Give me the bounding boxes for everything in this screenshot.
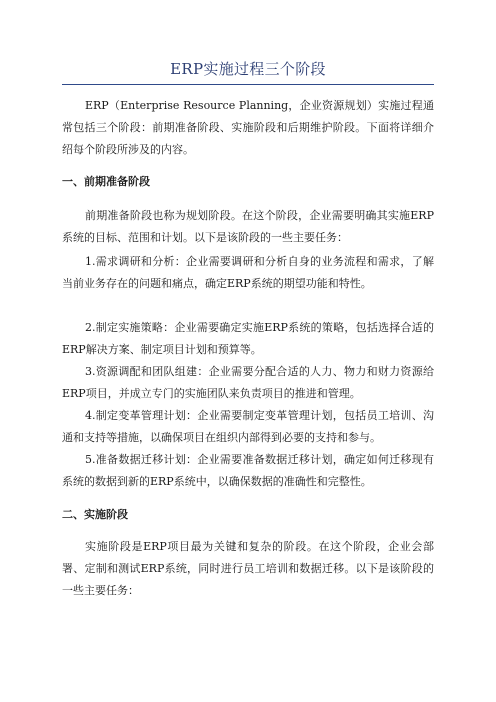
title-underline xyxy=(62,84,434,85)
section-heading-implementation: 二、实施阶段 xyxy=(62,508,128,521)
section-heading-preparation: 一、前期准备阶段 xyxy=(62,175,150,188)
section-intro-implementation: 实施阶段是ERP项目最为关键和复杂的阶段。在这个阶段，企业会部署、定制和测试ERP系统，同时进行员工培训和数据迁移。以下是该阶段的一些主要任务： xyxy=(62,540,434,597)
intro-paragraph: ERP（Enterprise Resource Planning，企业资源规划）实施过程通常包括三个阶段：前期准备阶段、实施阶段和后期维护阶段。下面将详细介绍每个阶段所涉及的内容。 xyxy=(62,99,434,156)
list-item-data-migration: 5.准备数据迁移计划：企业需要准备数据迁移计划，确定如何迁移现有系统的数据到新的ERP系统中，以确保数据的准确性和完整性。 xyxy=(62,453,434,488)
document-title: ERP实施过程三个阶段 xyxy=(170,60,326,78)
list-item-resources: 3.资源调配和团队组建：企业需要分配合适的人力、物力和财力资源给ERP项目，并成立专门的实施团队来负责项目的推进和管理。 xyxy=(62,365,434,400)
list-item-requirements: 1.需求调研和分析：企业需要调研和分析自身的业务流程和需求，了解当前业务存在的问题和痛点，确定ERP系统的期望功能和特性。 xyxy=(62,255,434,290)
section-intro-preparation: 前期准备阶段也称为规划阶段。在这个阶段，企业需要明确其实施ERP系统的目标、范围和计划。以下是该阶段的一些主要任务： xyxy=(62,209,434,244)
list-item-strategy: 2.制定实施策略：企业需要确定实施ERP系统的策略，包括选择合适的ERP解决方案、制定项目计划和预算等。 xyxy=(62,321,434,356)
list-item-change-management: 4.制定变革管理计划：企业需要制定变革管理计划，包括员工培训、沟通和支持等措施，以确保项目在组织内部得到必要的支持和参与。 xyxy=(62,409,434,444)
